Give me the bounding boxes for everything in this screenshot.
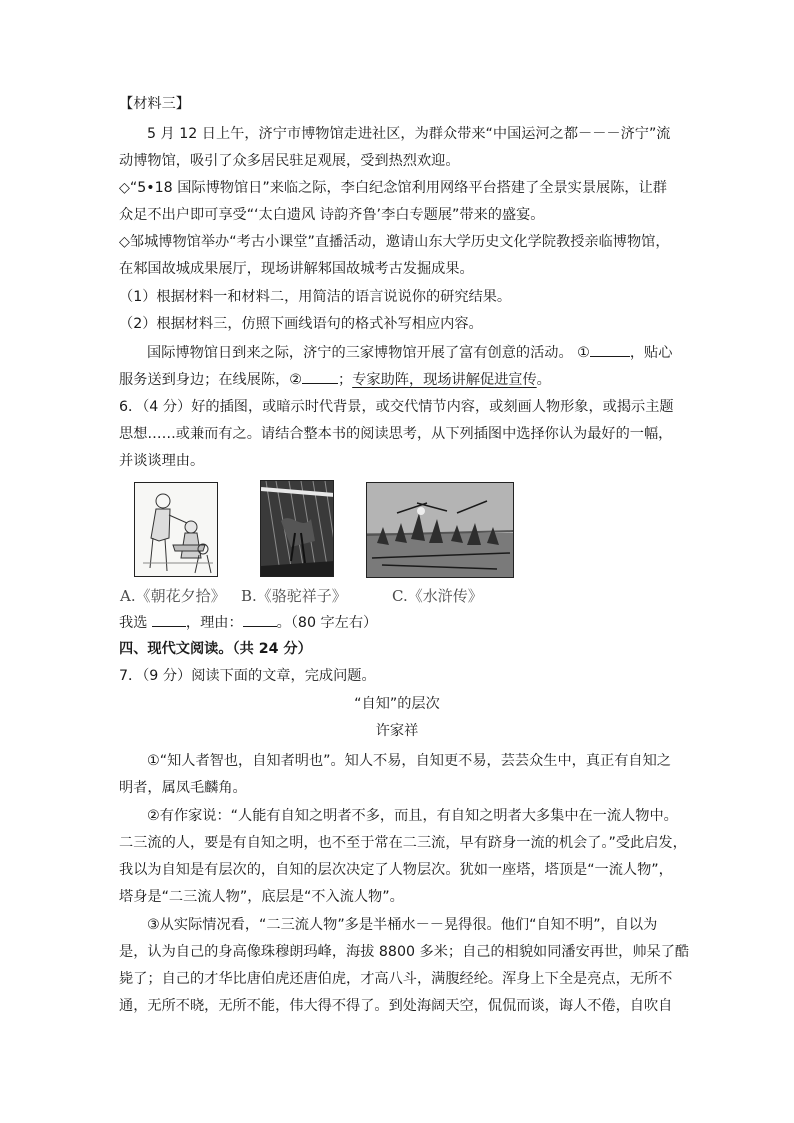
- q6-line-3: 并谈谈理由。: [119, 453, 205, 469]
- task-2: （2）根据材料三，仿照下画线语句的格式补写相应内容。: [119, 316, 483, 332]
- q6-line-1: 6．（4 分）好的插图，或暗示时代背景，或交代情节内容，或刻画人物形象，或揭示主题: [119, 399, 674, 415]
- article-title: “自知”的层次: [354, 696, 440, 712]
- fill-line-2-sep: ；: [337, 372, 353, 388]
- article-p2a: ②有作家说：“人能有自知之明者不多，而且，有自知之明者大多集中在一流人物中。: [147, 808, 678, 824]
- task-1: （1）根据材料一和材料二，用简洁的语言说说你的研究结果。: [119, 289, 512, 305]
- illustration-c[interactable]: [366, 482, 514, 578]
- fill-line-2-end: 。: [536, 372, 551, 388]
- material3-paragraph-3a: ◇邹城博物馆举办“考古小课堂”直播活动，邀请山东大学历史文化学院教授亲临博物馆，: [119, 234, 670, 250]
- fill-line-2-start: 服务送到身边；在线展陈，②: [119, 372, 302, 388]
- q6-answer-reason-label: ，理由：: [185, 615, 243, 631]
- article-p2b: 二三流的人，要是有自知之明，也不至于常在二三流，早有跻身一流的机会了。”受此启发，: [119, 835, 687, 851]
- q6-answer-line: [119, 612, 377, 633]
- fill-line-1-end: ，贴心: [629, 345, 673, 361]
- q6-answer-choice-label: 我选: [119, 615, 152, 631]
- fill-line-2: [119, 369, 551, 390]
- material3-paragraph-2b: 众足不出户即可享受“‘太白遗风 诗韵齐鲁’李白专题展”带来的盛宴。: [119, 207, 545, 223]
- fill-line-1: [147, 342, 672, 363]
- illustration-a-drawing: [135, 483, 218, 577]
- article-p2d: 塔身是“二三流人物”，底层是“不入流人物”。: [119, 889, 404, 905]
- material3-paragraph-1a: 5 月 12 日上午，济宁市博物馆走进社区，为群众带来“中国运河之都－－－济宁”流: [147, 126, 671, 142]
- underlined-example: 专家助阵，现场讲解促进宣传: [352, 372, 537, 388]
- material3-paragraph-3b: 在邾国故城成果展厅，现场讲解邾国故城考古发掘成果。: [119, 261, 474, 277]
- article-p3c: 毙了；自己的才华比唐伯虎还唐伯虎，才高八斗，满腹经纶。浑身上下全是亮点，无所不: [119, 971, 673, 987]
- q6-line-2: 思想……或兼而有之。请结合整本书的阅读思考，从下列插图中选择你认为最好的一幅，: [119, 426, 673, 442]
- q6-answer-note: 。（80 字左右）: [276, 615, 378, 631]
- blank-2[interactable]: [302, 369, 338, 384]
- article-p3b: 是，认为自己的身高像珠穆朗玛峰，海拔 8800 多米；自己的相貌如同潘安再世，帅呆了酷: [119, 944, 690, 960]
- illustration-c-drawing: [367, 483, 514, 578]
- illustration-b[interactable]: [260, 480, 334, 577]
- article-p1b: 明者，属凤毛麟角。: [119, 780, 247, 796]
- material3-paragraph-2a: ◇“5•18 国际博物馆日”来临之际，李白纪念馆利用网络平台搭建了全景实景展陈，让群: [119, 180, 667, 196]
- article-author: 许家祥: [375, 723, 419, 739]
- article-p1a: ①“知人者智也，自知者明也”。知人不易，自知更不易，芸芸众生中，真正有自知之: [147, 753, 671, 769]
- material3-heading: 【材料三】: [119, 96, 190, 112]
- article-p3a: ③从实际情况看，“二三流人物”多是半桶水－－晃得很。他们“自知不明”，自以为: [147, 917, 658, 933]
- choice-blank[interactable]: [152, 612, 186, 627]
- material3-paragraph-1b: 动博物馆，吸引了众多居民驻足观展，受到热烈欢迎。: [119, 153, 460, 169]
- caption-c: C.《水浒传》: [392, 587, 483, 605]
- caption-a: A.《朝花夕拾》: [120, 587, 226, 605]
- reason-blank[interactable]: [243, 612, 277, 627]
- illustration-b-drawing: [261, 481, 334, 577]
- section-4-title: 四、现代文阅读。（共 24 分）: [119, 641, 312, 657]
- q7-instruction: 7．（9 分）阅读下面的文章，完成问题。: [119, 668, 376, 684]
- article-p2c: 我以为自知是有层次的，自知的层次决定了人物层次。犹如一座塔，塔顶是“一流人物”，: [119, 862, 673, 878]
- fill-line-1-text: 国际博物馆日到来之际，济宁的三家博物馆开展了富有创意的活动。 ①: [147, 345, 590, 361]
- caption-b: B.《骆驼祥子》: [241, 587, 347, 605]
- blank-1[interactable]: [590, 342, 630, 357]
- article-p3d: 通，无所不晓，无所不能，伟大得不得了。到处海阔天空，侃侃而谈，诲人不倦，自吹自: [119, 998, 673, 1014]
- illustration-a[interactable]: [134, 482, 218, 577]
